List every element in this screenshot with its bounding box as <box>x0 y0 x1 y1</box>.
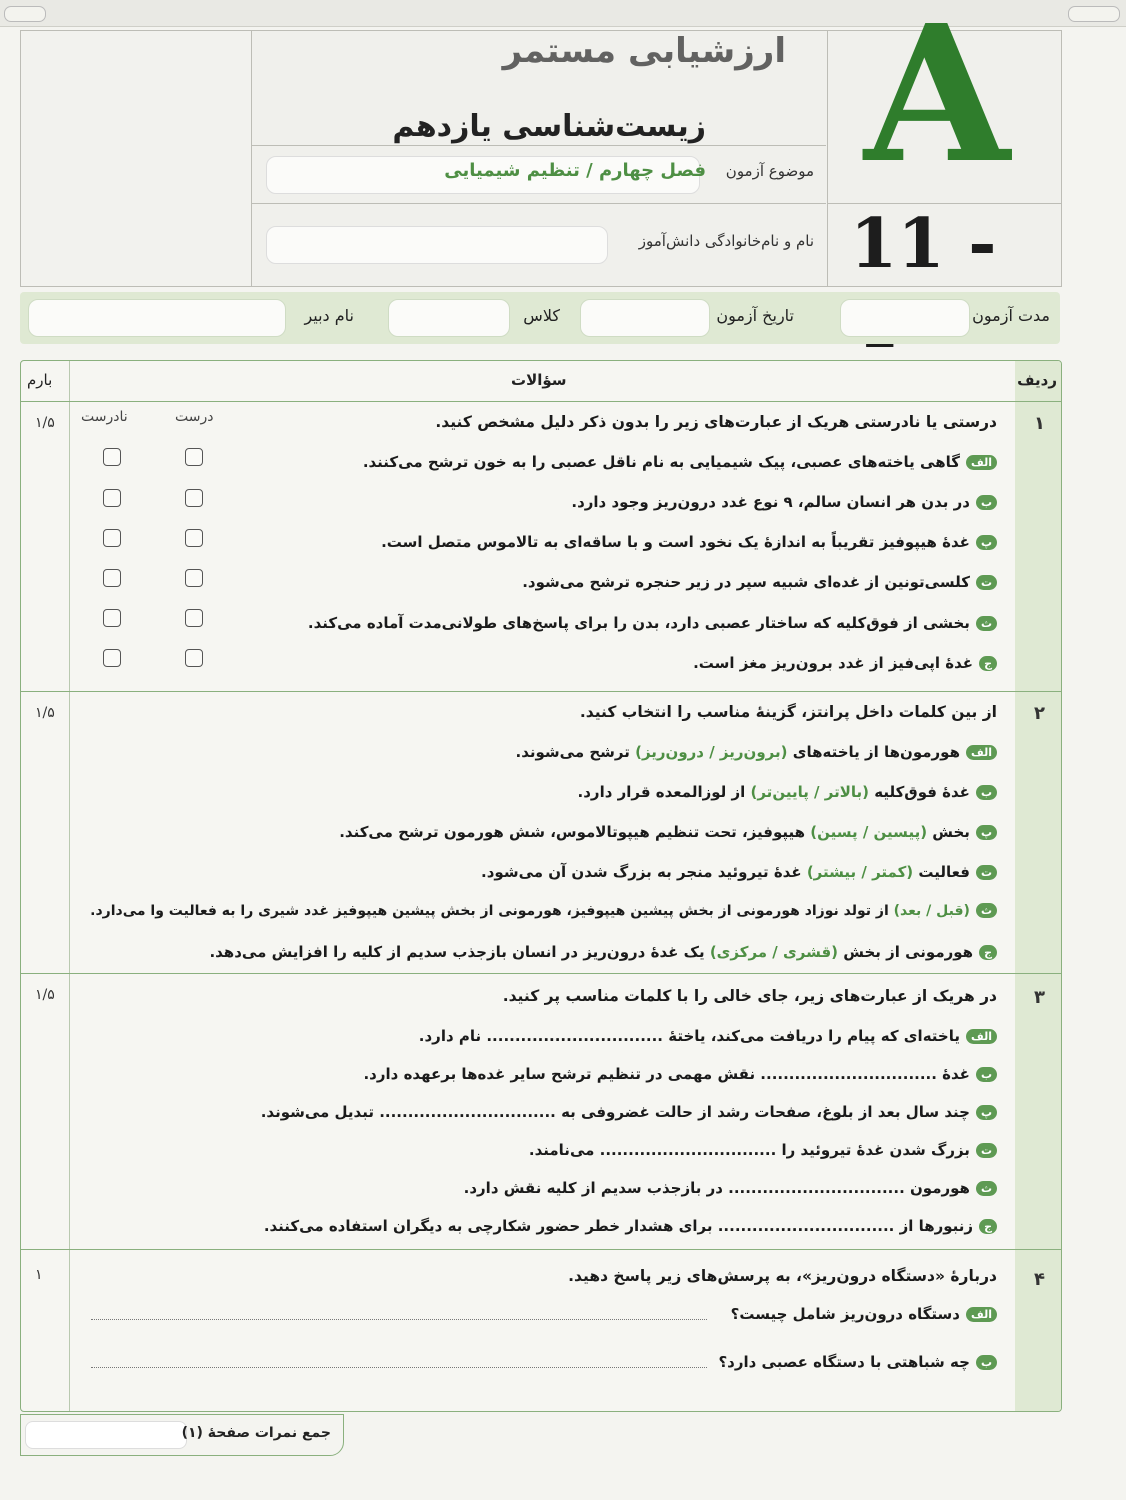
item-options: (بالاتر / پایین‌تر) <box>750 783 870 801</box>
item-text: بخشی از فوق‌کلیه که ساختار عصبی دارد، بدن را برای پاسخ‌های طولانی‌مدت آماده می‌کند. <box>307 614 970 632</box>
list-item <box>516 743 998 761</box>
list-item <box>264 1217 997 1235</box>
question-score: ۱ <box>35 1267 43 1283</box>
question-2 <box>21 691 1061 974</box>
exam-code: 11 - <box>850 204 997 284</box>
item-badge: پ <box>976 535 997 550</box>
list-item <box>90 903 997 919</box>
item-badge: الف <box>966 745 997 760</box>
topic-value: فصل چهارم / تنظیم شیمیایی <box>444 160 706 181</box>
false-checkbox[interactable] <box>103 569 121 587</box>
item-text-pre: غدهٔ فوق‌کلیه <box>869 783 970 801</box>
list-item <box>731 1305 997 1323</box>
item-text-post: یک غدهٔ درون‌ریز در انسان بازجذب سدیم از کلیه را افزایش می‌دهد. <box>209 943 710 961</box>
item-badge: ب <box>976 785 997 800</box>
item-text: دستگاه درون‌ریز شامل چیست؟ <box>730 1305 960 1323</box>
student-name-field[interactable] <box>266 226 608 264</box>
question-number: ۱ <box>1034 413 1045 434</box>
item-badge: ت <box>976 1143 997 1158</box>
item-badge: ث <box>976 1181 997 1196</box>
list-item <box>464 1179 997 1197</box>
item-badge: الف <box>966 455 997 470</box>
item-text-post: غدهٔ تیروئید منجر به بزرگ شدن آن می‌شود. <box>481 863 807 881</box>
question-score: ۱/۵ <box>35 987 55 1003</box>
item-options: (پیسین / پسین) <box>810 823 928 841</box>
item-badge: ث <box>976 616 997 631</box>
false-checkbox[interactable] <box>103 448 121 466</box>
item-options: (قبل / بعد) <box>893 903 970 919</box>
duration-field[interactable] <box>840 299 970 337</box>
item-badge: ب <box>976 1067 997 1082</box>
item-badge: ب <box>976 495 997 510</box>
header-code-panel <box>827 0 1062 286</box>
exam-header <box>20 0 1062 287</box>
exam-title: ارزشیابی مستمر <box>502 31 786 71</box>
question-number: ۲ <box>1034 703 1045 724</box>
false-checkbox[interactable] <box>103 609 121 627</box>
true-checkbox[interactable] <box>185 448 203 466</box>
question-title: درستی یا نادرستی هریک از عبارت‌های زیر را بدون ذکر دلیل مشخص کنید. <box>435 413 997 431</box>
item-badge: پ <box>976 1105 997 1120</box>
student-name-label: نام و نام‌خانوادگی دانش‌آموز <box>638 232 814 250</box>
student-name-row <box>252 203 826 287</box>
question-title: دربارهٔ «دستگاه درون‌ریز»، به پرسش‌های زیر پاسخ دهید. <box>568 1267 997 1285</box>
topic-row <box>252 145 826 202</box>
answer-line[interactable] <box>91 1367 707 1368</box>
question-4 <box>21 1249 1061 1411</box>
subject-title: زیست‌شناسی یازدهم <box>392 109 706 144</box>
item-badge: ت <box>976 575 997 590</box>
list-item <box>209 943 997 961</box>
top-tab-left <box>4 6 46 22</box>
true-checkbox[interactable] <box>185 489 203 507</box>
question-score: ۱/۵ <box>35 415 55 431</box>
list-item <box>529 1141 997 1159</box>
true-checkbox[interactable] <box>185 609 203 627</box>
item-options: (برون‌ریز / درون‌ریز) <box>635 743 788 761</box>
false-checkbox[interactable] <box>103 649 121 667</box>
item-text-pre: هورمونی از بخش <box>838 943 974 961</box>
item-text: زنبورها از ............................... برای هشدار خطر حضور شکارچی به دیگران استفاده می‌کنند. <box>263 1217 974 1235</box>
list-item <box>339 823 997 841</box>
false-checkbox[interactable] <box>103 489 121 507</box>
true-checkbox[interactable] <box>185 529 203 547</box>
question-title: از بین کلمات داخل پرانتز، گزینهٔ مناسب را انتخاب کنید. <box>579 703 997 721</box>
item-options: (کمتر / بیشتر) <box>806 863 914 881</box>
header-row-label: ردیف <box>1017 371 1057 389</box>
exam-info-bar <box>20 292 1060 344</box>
item-badge: ج <box>979 656 997 671</box>
true-checkbox[interactable] <box>185 569 203 587</box>
item-text: یاخته‌ای که پیام را دریافت می‌کند، یاختهٔ ............................... نام دارد. <box>418 1027 960 1045</box>
item-text-post: از تولد نوزاد هورمونی از بخش پیشین هیپوفیز، هورمونی از بخش پیشین هیپوفیز غدد شیری را به فعالیت وا می‌دارد. <box>90 903 894 919</box>
item-text: در بدن هر انسان سالم، ۹ نوع غدد درون‌ریز وجود دارد. <box>571 493 970 511</box>
list-item <box>578 783 997 801</box>
true-column-label: درست <box>175 409 214 425</box>
list-item <box>308 614 997 632</box>
item-text: چه شباهتی با دستگاه عصبی دارد؟ <box>718 1353 970 1371</box>
page-score-label: جمع نمرات صفحهٔ (۱) <box>181 1425 331 1441</box>
item-text: غدهٔ ............................... نقش مهمی در تنظیم ترشح سایر غده‌ها برعهده دارد. <box>363 1065 970 1083</box>
teacher-label: نام دبیر <box>304 306 354 325</box>
item-text: چند سال بعد از بلوغ، صفحات رشد از حالت غضروفی به ............................... تبدیل می‌شوند. <box>260 1103 970 1121</box>
list-item <box>419 1027 997 1045</box>
item-text-post: هیپوفیز، تحت تنظیم هیپوتالاموس، شش هورمون ترشح می‌کند. <box>339 823 811 841</box>
item-text-post: ترشح می‌شوند. <box>515 743 636 761</box>
top-tab-right <box>1068 6 1120 22</box>
item-badge: پ <box>976 825 997 840</box>
list-item <box>522 573 997 591</box>
class-label: کلاس <box>523 306 560 325</box>
list-item <box>261 1103 997 1121</box>
answer-line[interactable] <box>91 1319 707 1320</box>
teacher-field[interactable] <box>28 299 286 337</box>
question-number: ۳ <box>1034 987 1045 1008</box>
list-item <box>693 654 997 672</box>
page-score-sum <box>20 1414 344 1456</box>
item-text: گاهی یاخته‌های عصبی، پیک شیمیایی به نام ناقل عصبی را به خون ترشح می‌کنند. <box>362 453 960 471</box>
header-score-label: بارم <box>27 371 53 389</box>
question-number: ۴ <box>1034 1269 1045 1290</box>
list-item <box>363 453 997 471</box>
list-item <box>381 533 997 551</box>
date-label: تاریخ آزمون <box>716 306 794 325</box>
item-badge: ج <box>979 1219 997 1234</box>
question-title: در هریک از عبارت‌های زیر، جای خالی را با کلمات مناسب پر کنید. <box>502 987 997 1005</box>
item-text-post: از لوزالمعده قرار دارد. <box>577 783 751 801</box>
item-text-pre: فعالیت <box>913 863 970 881</box>
item-text-pre: بخش <box>927 823 970 841</box>
list-item <box>363 1065 997 1083</box>
true-checkbox[interactable] <box>185 649 203 667</box>
list-item <box>481 863 997 881</box>
header-questions-label: سؤالات <box>511 371 567 389</box>
item-badge: ب <box>976 1355 997 1370</box>
class-field[interactable] <box>388 299 510 337</box>
question-3 <box>21 973 1061 1250</box>
item-text: هورمون ............................... در بازجذب سدیم از کلیه نقش دارد. <box>463 1179 970 1197</box>
item-badge: الف <box>966 1029 997 1044</box>
false-column-label: نادرست <box>81 409 128 425</box>
item-badge: ج <box>979 945 997 960</box>
list-item <box>571 493 997 511</box>
item-text: بزرگ شدن غدهٔ تیروئید را ............................... می‌نامند. <box>528 1141 970 1159</box>
table-header <box>21 361 1061 402</box>
question-score: ۱/۵ <box>35 705 55 721</box>
item-text: غدهٔ اپی‌فیز از غدد برون‌ریز مغز است. <box>693 654 974 672</box>
question-1 <box>21 401 1061 692</box>
item-badge: ت <box>976 865 997 880</box>
list-item <box>718 1353 997 1371</box>
page-score-field[interactable] <box>25 1421 187 1449</box>
questions-table <box>20 360 1062 1412</box>
date-field[interactable] <box>580 299 710 337</box>
header-blank-cell <box>21 31 252 286</box>
code-cell <box>828 203 1062 287</box>
item-options: (قشری / مرکزی) <box>709 943 839 961</box>
item-text: غدهٔ هیپوفیز تقریباً به اندازهٔ یک نخود است و با ساقه‌ای به تالاموس متصل است. <box>381 533 970 551</box>
false-checkbox[interactable] <box>103 529 121 547</box>
duration-label: مدت آزمون <box>972 306 1050 325</box>
exam-version-letter: A <box>864 0 1010 205</box>
item-text-pre: هورمون‌ها از یاخته‌های <box>787 743 960 761</box>
item-badge: الف <box>966 1307 997 1322</box>
item-text: کلسی‌تونین از غده‌ای شبیه سپر در زیر حنجره ترشح می‌شود. <box>522 573 970 591</box>
topic-label: موضوع آزمون <box>725 162 814 180</box>
header-middle <box>252 31 826 286</box>
item-badge: ث <box>976 903 997 918</box>
